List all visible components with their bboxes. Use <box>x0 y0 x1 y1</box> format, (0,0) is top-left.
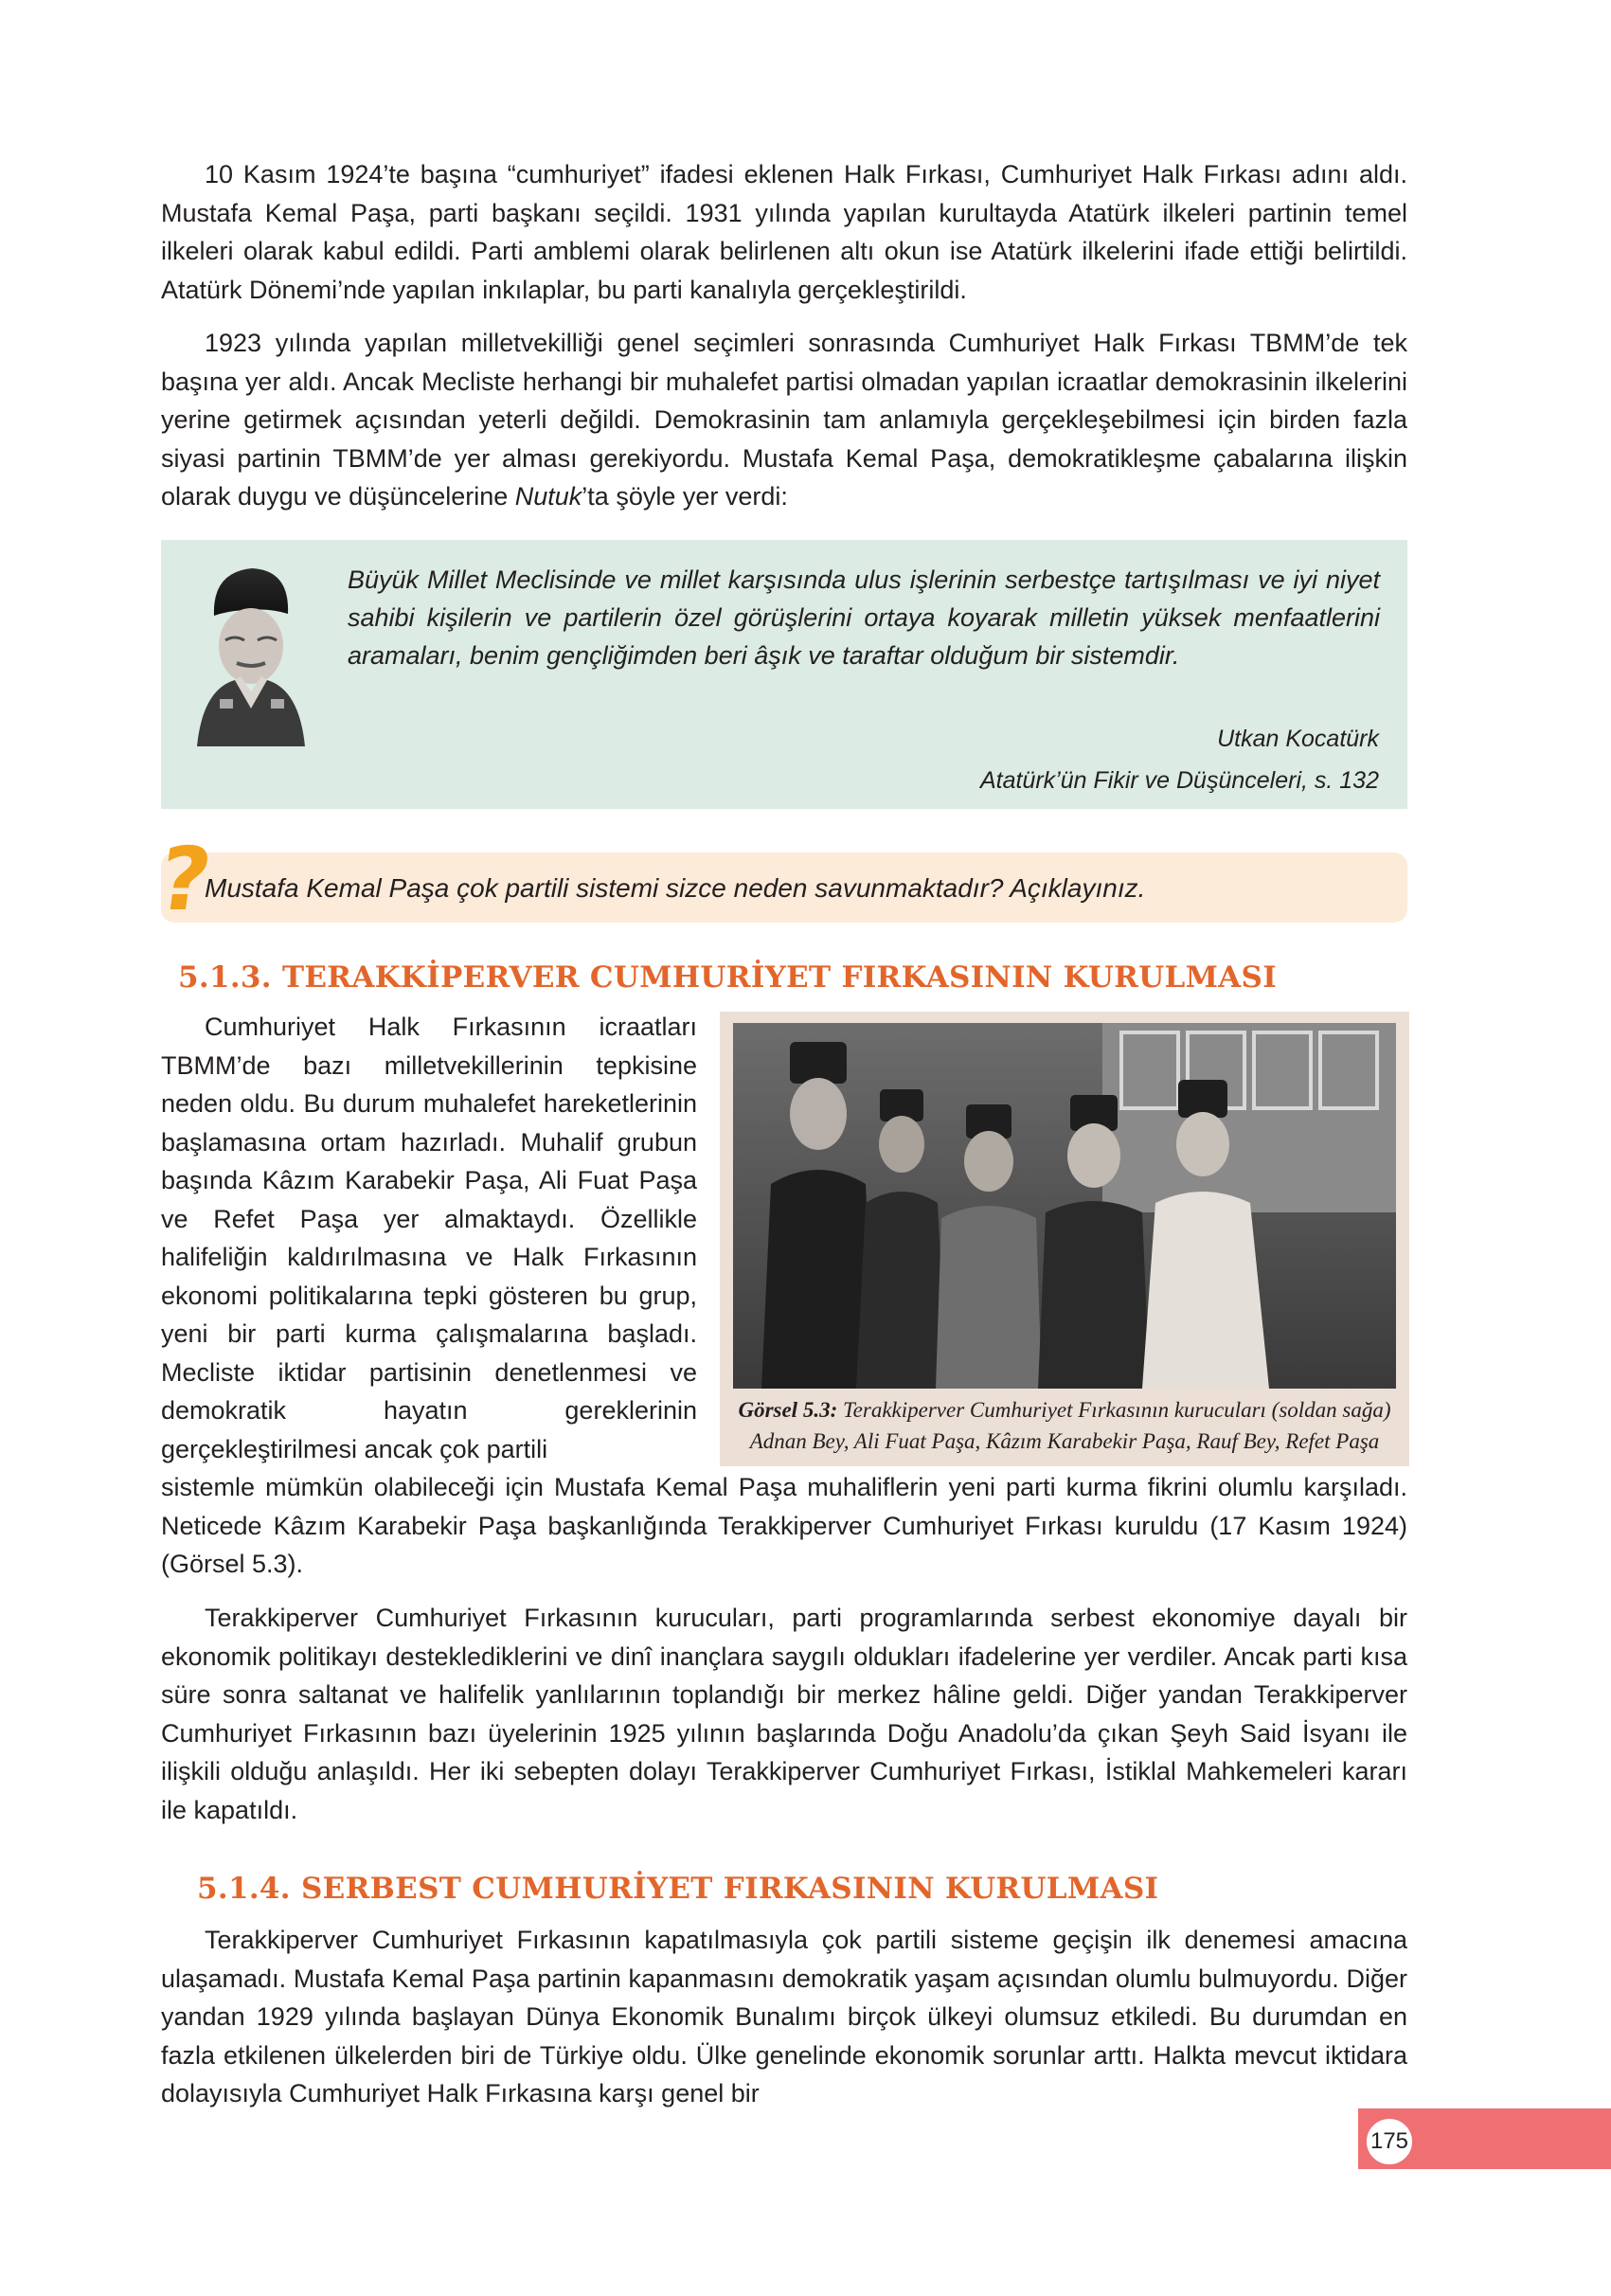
caption-line-1: Terakkiperver Cumhuriyet Fırkasının kurucuları (soldan sağa) <box>837 1398 1391 1422</box>
page-number: 175 <box>1364 2116 1415 2167</box>
paragraph-scf-background: Terakkiperver Cumhuriyet Fırkasının kapatılmasıyla çok partili sisteme geçişin ilk denemesi amacına ulaşamadı. Mustafa Kemal Paşa partinin kapanmasını demokratik yaşam açısından olumlu bulmuyordu. Diğer yandan 1929 yılında başlayan Dünya Ekonomik Bunalımı birçok ülkeyi olumsuz etkiledi. Bu durumdan en fazla etkilenen ülkelerden biri de Türkiye oldu. Ülke genelinde ekonomik sorunlar arttı. Halkta mevcut iktidara dolayısıyla Cumhuriyet Halk Fırkasına karşı genel bir <box>161 1926 1407 2108</box>
paragraph-chf-founding: 10 Kasım 1924’te başına “cumhuriyet” ifadesi eklenen Halk Fırkası, Cumhuriyet Halk Fırkası adını aldı. Mustafa Kemal Paşa, parti başkanı seçildi. 1931 yılında yapılan kurultayda Atatürk ilkeleri partinin temel ilkeleri olarak kabul edildi. Parti amblemi olarak belirlenen altı okun ise Atatürk ilkelerini ifade ettiği belirtildi. Atatürk Dönemi’nde yapılan inkılaplar, bu parti kanalıyla gerçekleştirildi. <box>161 160 1407 304</box>
figure-caption <box>733 1394 1396 1457</box>
quote-author: Utkan Kocatürk <box>1217 726 1379 752</box>
figure-5-3 <box>720 1012 1409 1466</box>
paragraph-multiparty-tail: ’ta şöyle yer verdi: <box>582 482 788 511</box>
paragraph-tcf-closed: Terakkiperver Cumhuriyet Fırkasının kurucuları, parti programlarında serbest ekonomiye dayalı bir ekonomik politikayı desteklediklerini ve dinî inançlara saygılı oldukları ifadelerine yer verdiler. Ancak parti kısa süre sonra saltanat ve halifelik yanlılarının toplandığı bir merkez hâline geldi. Diğer yandan Terakkiperver Cumhuriyet Fırkasının bazı üyelerinin 1925 yılının başlarında Doğu Anadolu’da çıkan Şeyh Said İsyanı ile ilişkili olduğu anlaşıldı. Her iki sebepten dolayı Terakkiperver Cumhuriyet Fırkası, İstiklal Mahkemeleri kararı ile kapatıldı. <box>161 1604 1407 1824</box>
svg-text:?: ? <box>152 828 218 930</box>
caption-line-2: Adnan Bey, Ali Fuat Paşa, Kâzım Karabekir Paşa, Rauf Bey, Refet Paşa <box>749 1429 1380 1453</box>
caption-label: Görsel 5.3: <box>738 1398 838 1422</box>
paragraph-multiparty-need <box>161 324 1407 516</box>
heading-5-1-3: 5.1.3. TERAKKİPERVER CUMHURİYET FIRKASININ KURULMASI <box>178 960 1278 995</box>
quote-text: Büyük Millet Meclisinde ve millet karşısında ulus işlerinin serbestçe tartışılması ve iyi niyet sahibi kişilerin ve partilerin özel görüşlerini ortaya koyarak milletin yüksek menfaatlerini aramaları, benim gençliğimden beri âşık ve taraftar olduğum bir sistemdir. <box>348 565 1380 670</box>
nutuk-title: Nutuk <box>514 482 582 511</box>
heading-5-1-4: 5.1.4. SERBEST CUMHURİYET FIRKASININ KURULMASI <box>197 1872 1159 1906</box>
question-text: Mustafa Kemal Paşa çok partili sistemi sizce neden savunmaktadır? Açıklayınız. <box>205 873 1146 903</box>
quote-source: Atatürk’ün Fikir ve Düşünceleri, s. 132 <box>979 767 1379 794</box>
paragraph-tcf-founded: sistemle mümkün olabileceği için Mustafa Kemal Paşa muhaliflerin yeni parti kurma fikrini olumlu karşıladı. Neticede Kâzım Karabekir Paşa başkanlığında Terakkiperver Cumhuriyet Fırkası kuruldu (17 Kasım 1924) (Görsel 5.3). <box>161 1473 1407 1578</box>
paragraph-multiparty-text: 1923 yılında yapılan milletvekilliği genel seçimleri sonrasında Cumhuriyet Halk Fırkası TBMM’de tek başına yer aldı. Ancak Mecliste herhangi bir muhalefet partisi olmadan yapılan icraatlar demokrasinin ilkelerini yerine getirmek açısından yeterli değildi. Demokrasinin tam anlamıyla gerçekleşebilmesi için birden fazla siyasi partinin TBMM’de yer alması gerekiyordu. Mustafa Kemal Paşa, demokratikleşme çabalarına ilişkin olarak duygu ve düşüncelerine <box>161 329 1407 511</box>
ataturk-portrait <box>178 557 320 746</box>
founders-photo <box>733 1023 1396 1389</box>
paragraph-tcf-opposition: Cumhuriyet Halk Fırkasının icraatları TBMM’de bazı milletvekillerinin tepkisine neden oldu. Bu durum muhalefet hareketlerinin başlamasına ortam hazırladı. Muhalif grubun başında Kâzım Karabekir Paşa, Ali Fuat Paşa ve Refet Paşa yer almaktaydı. Özellikle halifeliğin kaldırılmasına ve Halk Fırkasının ekonomi politikalarına tepki gösteren bu grup, yeni bir parti kurma çalışmalarına başladı. Mecliste iktidar partisinin denetlenmesi ve demokratik hayatın gereklerinin gerçekleştirilmesi ancak çok partili <box>161 1013 697 1463</box>
quote-box <box>161 540 1407 809</box>
